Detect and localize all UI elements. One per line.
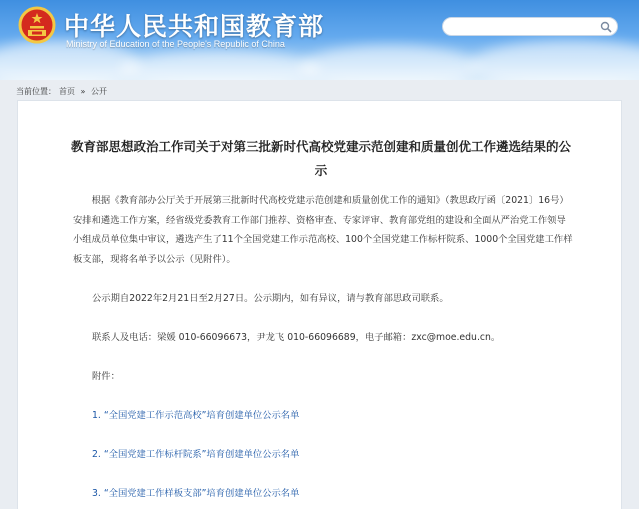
national-emblem-icon[interactable] [18,6,56,46]
breadcrumb-separator: » [80,87,86,96]
site-subtitle: Ministry of Education of the People's Republic of China [66,39,285,49]
breadcrumb-current[interactable]: 公开 [91,87,107,96]
cloud-decoration [300,45,480,80]
attachment-link[interactable]: 2. “全国党建工作标杆院系”培育创建单位公示名单 [92,449,300,460]
cloud-decoration [470,40,639,80]
search-input[interactable] [451,20,591,33]
breadcrumb-home-link[interactable]: 首页 [59,87,75,96]
site-header [0,0,639,80]
article-paragraph: 根据《教育部办公厅关于开展第三批新时代高校党建示范创建和质量创优工作的通知》（教思政厅函〔2021〕16号）安排和遴选工作方案，经省级党委教育工作部门推荐、资格审查、专家评审、教育部党组的建设和全面从严治党工作领导小组成员单位集中审议，遴选产生了11个全国党建工作示范高校、100个全国党建工作标杆院系、1000个全国党建工作样板支部，现将名单予以公示（见附件）。 [73,195,573,265]
cloud-decoration [120,50,320,80]
search-icon[interactable] [600,21,612,33]
article-paragraph: 公示期自2022年2月21日至2月27日。公示期内，如有异议，请与教育部思政司联系。 [92,293,449,304]
search-box [442,17,618,36]
attachments-label: 附件： [92,371,120,382]
attachment-link[interactable]: 1. “全国党建工作示范高校”培育创建单位公示名单 [92,410,300,421]
article-title: 教育部思想政治工作司关于对第三批新时代高校党建示范创建和质量创优工作遴选结果的公示 [70,139,571,178]
attachment-link[interactable]: 3. “全国党建工作样板支部”培育创建单位公示名单 [92,488,300,499]
article-panel [17,100,622,509]
breadcrumb-label: 当前位置： [16,87,56,96]
site-title[interactable]: 中华人民共和国教育部 [64,12,325,41]
contact-info: 联系人及电话：梁媛 010-66096673，尹龙飞 010-66096689，电子邮箱：zxc@moe.edu.cn。 [92,332,501,343]
breadcrumb [16,86,110,97]
